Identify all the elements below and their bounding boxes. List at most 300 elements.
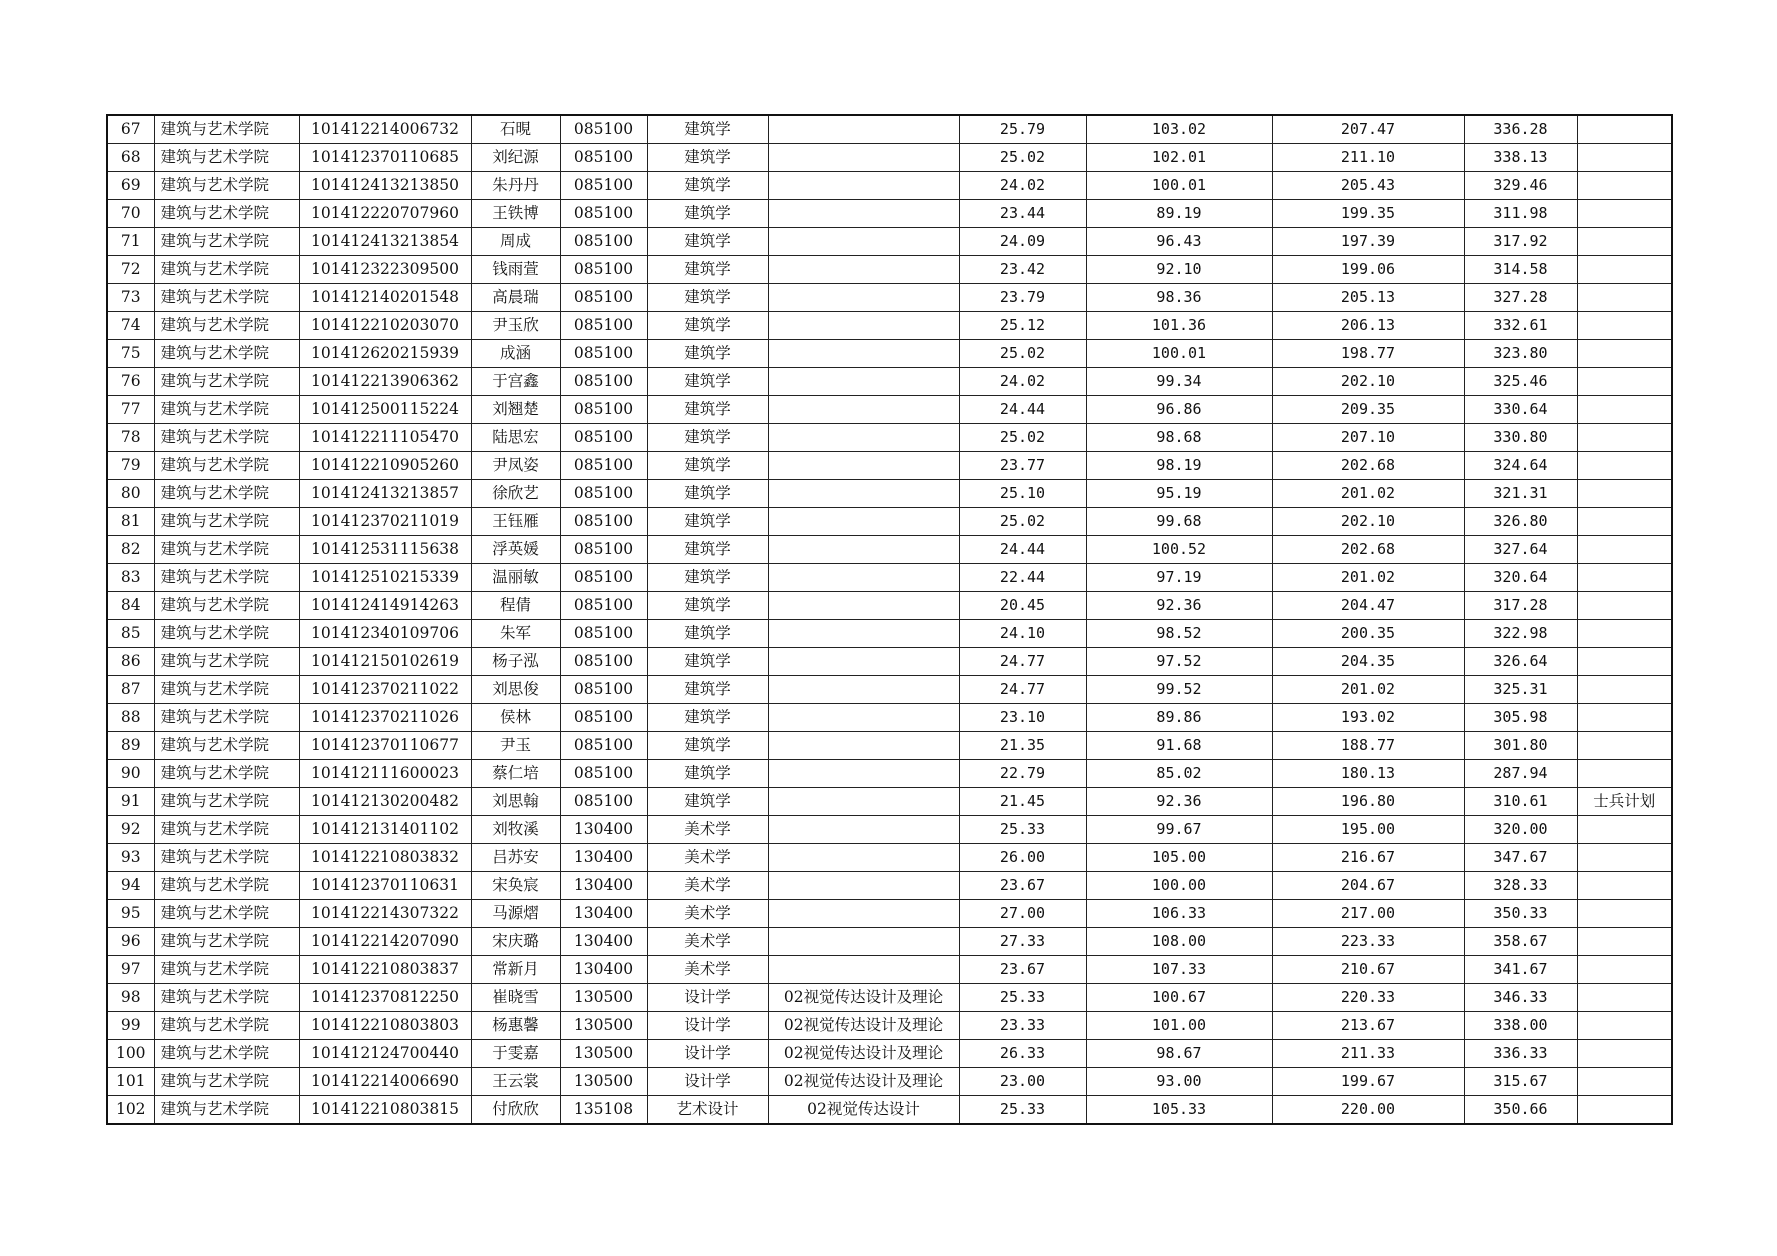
candidate-name-cell: 宋奂宸 xyxy=(471,872,560,900)
score-3-cell: 210.67 xyxy=(1272,956,1464,984)
exam-id-cell: 101412130200482 xyxy=(299,788,471,816)
score-2-cell: 92.36 xyxy=(1086,788,1272,816)
candidate-name-cell: 程倩 xyxy=(471,592,560,620)
score-1-cell: 23.67 xyxy=(959,872,1086,900)
score-2-cell: 100.00 xyxy=(1086,872,1272,900)
note-cell xyxy=(1577,508,1672,536)
research-direction-cell xyxy=(768,312,959,340)
note-cell xyxy=(1577,760,1672,788)
college-cell: 建筑与艺术学院 xyxy=(154,172,299,200)
exam-id-cell: 101412214307322 xyxy=(299,900,471,928)
total-score-cell: 347.67 xyxy=(1464,844,1577,872)
exam-id-cell: 101412413213854 xyxy=(299,228,471,256)
row-number-cell: 84 xyxy=(107,592,154,620)
row-number-cell: 86 xyxy=(107,648,154,676)
major-code-cell: 085100 xyxy=(560,256,647,284)
candidate-name-cell: 吕苏安 xyxy=(471,844,560,872)
research-direction-cell xyxy=(768,732,959,760)
table-row xyxy=(107,480,1672,508)
research-direction-cell xyxy=(768,788,959,816)
major-name-cell: 建筑学 xyxy=(647,704,768,732)
research-direction-cell xyxy=(768,228,959,256)
score-3-cell: 197.39 xyxy=(1272,228,1464,256)
exam-id-cell: 101412500115224 xyxy=(299,396,471,424)
exam-id-cell: 101412370110685 xyxy=(299,144,471,172)
score-3-cell: 204.67 xyxy=(1272,872,1464,900)
candidate-name-cell: 于雯嘉 xyxy=(471,1040,560,1068)
college-cell: 建筑与艺术学院 xyxy=(154,536,299,564)
score-1-cell: 26.00 xyxy=(959,844,1086,872)
total-score-cell: 315.67 xyxy=(1464,1068,1577,1096)
major-code-cell: 130500 xyxy=(560,1012,647,1040)
college-cell: 建筑与艺术学院 xyxy=(154,396,299,424)
major-code-cell: 085100 xyxy=(560,732,647,760)
score-1-cell: 23.67 xyxy=(959,956,1086,984)
row-number-cell: 95 xyxy=(107,900,154,928)
row-number-cell: 98 xyxy=(107,984,154,1012)
score-2-cell: 102.01 xyxy=(1086,144,1272,172)
score-1-cell: 25.02 xyxy=(959,144,1086,172)
major-name-cell: 建筑学 xyxy=(647,788,768,816)
research-direction-cell xyxy=(768,452,959,480)
score-1-cell: 24.02 xyxy=(959,368,1086,396)
major-code-cell: 085100 xyxy=(560,396,647,424)
score-3-cell: 216.67 xyxy=(1272,844,1464,872)
score-1-cell: 23.42 xyxy=(959,256,1086,284)
score-1-cell: 24.09 xyxy=(959,228,1086,256)
row-number-cell: 96 xyxy=(107,928,154,956)
note-cell xyxy=(1577,984,1672,1012)
score-1-cell: 25.02 xyxy=(959,340,1086,368)
major-code-cell: 085100 xyxy=(560,452,647,480)
score-2-cell: 99.34 xyxy=(1086,368,1272,396)
score-2-cell: 96.86 xyxy=(1086,396,1272,424)
note-cell xyxy=(1577,452,1672,480)
research-direction-cell xyxy=(768,928,959,956)
major-code-cell: 085100 xyxy=(560,312,647,340)
exam-id-cell: 101412322309500 xyxy=(299,256,471,284)
table-row xyxy=(107,564,1672,592)
row-number-cell: 69 xyxy=(107,172,154,200)
score-1-cell: 23.00 xyxy=(959,1068,1086,1096)
exam-id-cell: 101412150102619 xyxy=(299,648,471,676)
total-score-cell: 305.98 xyxy=(1464,704,1577,732)
score-2-cell: 98.67 xyxy=(1086,1040,1272,1068)
note-cell xyxy=(1577,592,1672,620)
admission-score-table xyxy=(106,114,1673,1125)
research-direction-cell xyxy=(768,340,959,368)
note-cell xyxy=(1577,564,1672,592)
score-1-cell: 22.79 xyxy=(959,760,1086,788)
exam-id-cell: 101412124700440 xyxy=(299,1040,471,1068)
major-code-cell: 085100 xyxy=(560,536,647,564)
score-3-cell: 196.80 xyxy=(1272,788,1464,816)
score-1-cell: 23.77 xyxy=(959,452,1086,480)
exam-id-cell: 101412370110631 xyxy=(299,872,471,900)
candidate-name-cell: 成涵 xyxy=(471,340,560,368)
score-1-cell: 20.45 xyxy=(959,592,1086,620)
score-3-cell: 204.35 xyxy=(1272,648,1464,676)
candidate-name-cell: 刘翘楚 xyxy=(471,396,560,424)
major-code-cell: 130500 xyxy=(560,1068,647,1096)
major-code-cell: 085100 xyxy=(560,480,647,508)
row-number-cell: 89 xyxy=(107,732,154,760)
total-score-cell: 327.28 xyxy=(1464,284,1577,312)
note-cell xyxy=(1577,648,1672,676)
score-3-cell: 223.33 xyxy=(1272,928,1464,956)
row-number-cell: 73 xyxy=(107,284,154,312)
total-score-cell: 317.92 xyxy=(1464,228,1577,256)
college-cell: 建筑与艺术学院 xyxy=(154,424,299,452)
major-name-cell: 建筑学 xyxy=(647,256,768,284)
major-name-cell: 设计学 xyxy=(647,984,768,1012)
score-3-cell: 200.35 xyxy=(1272,620,1464,648)
college-cell: 建筑与艺术学院 xyxy=(154,872,299,900)
total-score-cell: 358.67 xyxy=(1464,928,1577,956)
major-code-cell: 085100 xyxy=(560,704,647,732)
note-cell xyxy=(1577,1068,1672,1096)
score-3-cell: 198.77 xyxy=(1272,340,1464,368)
major-name-cell: 美术学 xyxy=(647,844,768,872)
score-2-cell: 100.67 xyxy=(1086,984,1272,1012)
table-row xyxy=(107,620,1672,648)
research-direction-cell xyxy=(768,172,959,200)
row-number-cell: 68 xyxy=(107,144,154,172)
note-cell xyxy=(1577,368,1672,396)
research-direction-cell xyxy=(768,676,959,704)
college-cell: 建筑与艺术学院 xyxy=(154,340,299,368)
major-code-cell: 085100 xyxy=(560,592,647,620)
score-3-cell: 202.10 xyxy=(1272,508,1464,536)
score-2-cell: 106.33 xyxy=(1086,900,1272,928)
note-cell xyxy=(1577,844,1672,872)
score-2-cell: 100.52 xyxy=(1086,536,1272,564)
note-cell xyxy=(1577,732,1672,760)
major-name-cell: 建筑学 xyxy=(647,424,768,452)
score-2-cell: 97.52 xyxy=(1086,648,1272,676)
college-cell: 建筑与艺术学院 xyxy=(154,564,299,592)
major-code-cell: 085100 xyxy=(560,284,647,312)
total-score-cell: 321.31 xyxy=(1464,480,1577,508)
total-score-cell: 327.64 xyxy=(1464,536,1577,564)
candidate-name-cell: 浮英媛 xyxy=(471,536,560,564)
score-2-cell: 85.02 xyxy=(1086,760,1272,788)
exam-id-cell: 101412370211026 xyxy=(299,704,471,732)
score-1-cell: 25.12 xyxy=(959,312,1086,340)
college-cell: 建筑与艺术学院 xyxy=(154,704,299,732)
score-2-cell: 99.67 xyxy=(1086,816,1272,844)
candidate-name-cell: 马源熠 xyxy=(471,900,560,928)
score-2-cell: 105.33 xyxy=(1086,1096,1272,1125)
major-name-cell: 建筑学 xyxy=(647,172,768,200)
major-name-cell: 建筑学 xyxy=(647,200,768,228)
total-score-cell: 326.80 xyxy=(1464,508,1577,536)
research-direction-cell xyxy=(768,508,959,536)
candidate-name-cell: 刘牧溪 xyxy=(471,816,560,844)
total-score-cell: 346.33 xyxy=(1464,984,1577,1012)
major-name-cell: 建筑学 xyxy=(647,452,768,480)
score-3-cell: 211.33 xyxy=(1272,1040,1464,1068)
row-number-cell: 101 xyxy=(107,1068,154,1096)
score-3-cell: 201.02 xyxy=(1272,564,1464,592)
college-cell: 建筑与艺术学院 xyxy=(154,844,299,872)
total-score-cell: 314.58 xyxy=(1464,256,1577,284)
note-cell xyxy=(1577,424,1672,452)
candidate-name-cell: 高晨瑞 xyxy=(471,284,560,312)
score-1-cell: 24.44 xyxy=(959,396,1086,424)
score-1-cell: 23.44 xyxy=(959,200,1086,228)
major-name-cell: 建筑学 xyxy=(647,592,768,620)
score-3-cell: 199.06 xyxy=(1272,256,1464,284)
candidate-name-cell: 陆思宏 xyxy=(471,424,560,452)
candidate-name-cell: 杨惠馨 xyxy=(471,1012,560,1040)
row-number-cell: 100 xyxy=(107,1040,154,1068)
candidate-name-cell: 付欣欣 xyxy=(471,1096,560,1125)
research-direction-cell: 02视觉传达设计 xyxy=(768,1096,959,1125)
score-3-cell: 199.35 xyxy=(1272,200,1464,228)
research-direction-cell xyxy=(768,564,959,592)
research-direction-cell xyxy=(768,480,959,508)
candidate-name-cell: 温丽敏 xyxy=(471,564,560,592)
research-direction-cell: 02视觉传达设计及理论 xyxy=(768,984,959,1012)
candidate-name-cell: 尹玉欣 xyxy=(471,312,560,340)
college-cell: 建筑与艺术学院 xyxy=(154,984,299,1012)
major-code-cell: 130400 xyxy=(560,956,647,984)
total-score-cell: 338.00 xyxy=(1464,1012,1577,1040)
table-row xyxy=(107,760,1672,788)
total-score-cell: 311.98 xyxy=(1464,200,1577,228)
major-name-cell: 建筑学 xyxy=(647,284,768,312)
major-name-cell: 美术学 xyxy=(647,900,768,928)
total-score-cell: 326.64 xyxy=(1464,648,1577,676)
score-1-cell: 25.33 xyxy=(959,1096,1086,1125)
row-number-cell: 71 xyxy=(107,228,154,256)
table-row xyxy=(107,1040,1672,1068)
score-1-cell: 23.33 xyxy=(959,1012,1086,1040)
note-cell xyxy=(1577,620,1672,648)
total-score-cell: 330.80 xyxy=(1464,424,1577,452)
total-score-cell: 330.64 xyxy=(1464,396,1577,424)
total-score-cell: 287.94 xyxy=(1464,760,1577,788)
major-code-cell: 135108 xyxy=(560,1096,647,1125)
row-number-cell: 90 xyxy=(107,760,154,788)
score-3-cell: 202.68 xyxy=(1272,452,1464,480)
major-name-cell: 建筑学 xyxy=(647,760,768,788)
exam-id-cell: 101412340109706 xyxy=(299,620,471,648)
row-number-cell: 81 xyxy=(107,508,154,536)
note-cell xyxy=(1577,200,1672,228)
score-2-cell: 107.33 xyxy=(1086,956,1272,984)
score-2-cell: 101.00 xyxy=(1086,1012,1272,1040)
college-cell: 建筑与艺术学院 xyxy=(154,508,299,536)
exam-id-cell: 101412531115638 xyxy=(299,536,471,564)
total-score-cell: 325.46 xyxy=(1464,368,1577,396)
score-2-cell: 98.36 xyxy=(1086,284,1272,312)
college-cell: 建筑与艺术学院 xyxy=(154,200,299,228)
exam-id-cell: 101412213906362 xyxy=(299,368,471,396)
total-score-cell: 350.66 xyxy=(1464,1096,1577,1125)
major-code-cell: 130500 xyxy=(560,1040,647,1068)
row-number-cell: 77 xyxy=(107,396,154,424)
row-number-cell: 78 xyxy=(107,424,154,452)
score-1-cell: 21.35 xyxy=(959,732,1086,760)
candidate-name-cell: 刘思翰 xyxy=(471,788,560,816)
candidate-name-cell: 侯林 xyxy=(471,704,560,732)
row-number-cell: 70 xyxy=(107,200,154,228)
score-1-cell: 24.10 xyxy=(959,620,1086,648)
research-direction-cell xyxy=(768,256,959,284)
note-cell: 士兵计划 xyxy=(1577,788,1672,816)
major-name-cell: 设计学 xyxy=(647,1040,768,1068)
major-code-cell: 085100 xyxy=(560,368,647,396)
score-2-cell: 108.00 xyxy=(1086,928,1272,956)
major-name-cell: 建筑学 xyxy=(647,508,768,536)
exam-id-cell: 101412214006732 xyxy=(299,115,471,144)
table-row xyxy=(107,368,1672,396)
score-2-cell: 91.68 xyxy=(1086,732,1272,760)
row-number-cell: 79 xyxy=(107,452,154,480)
major-name-cell: 建筑学 xyxy=(647,228,768,256)
score-3-cell: 180.13 xyxy=(1272,760,1464,788)
college-cell: 建筑与艺术学院 xyxy=(154,760,299,788)
exam-id-cell: 101412413213850 xyxy=(299,172,471,200)
research-direction-cell xyxy=(768,648,959,676)
table-row xyxy=(107,340,1672,368)
score-2-cell: 98.68 xyxy=(1086,424,1272,452)
exam-id-cell: 101412370110677 xyxy=(299,732,471,760)
table-body xyxy=(107,115,1672,1124)
score-1-cell: 25.02 xyxy=(959,424,1086,452)
research-direction-cell xyxy=(768,620,959,648)
table-row xyxy=(107,172,1672,200)
major-code-cell: 085100 xyxy=(560,620,647,648)
table-row xyxy=(107,592,1672,620)
exam-id-cell: 101412220707960 xyxy=(299,200,471,228)
college-cell: 建筑与艺术学院 xyxy=(154,620,299,648)
exam-id-cell: 101412370211022 xyxy=(299,676,471,704)
table-row xyxy=(107,1068,1672,1096)
candidate-name-cell: 钱雨萱 xyxy=(471,256,560,284)
score-2-cell: 96.43 xyxy=(1086,228,1272,256)
score-1-cell: 26.33 xyxy=(959,1040,1086,1068)
candidate-name-cell: 常新月 xyxy=(471,956,560,984)
score-3-cell: 206.13 xyxy=(1272,312,1464,340)
score-1-cell: 25.33 xyxy=(959,816,1086,844)
row-number-cell: 74 xyxy=(107,312,154,340)
major-code-cell: 085100 xyxy=(560,564,647,592)
total-score-cell: 328.33 xyxy=(1464,872,1577,900)
college-cell: 建筑与艺术学院 xyxy=(154,284,299,312)
total-score-cell: 336.33 xyxy=(1464,1040,1577,1068)
research-direction-cell xyxy=(768,115,959,144)
major-code-cell: 085100 xyxy=(560,676,647,704)
major-code-cell: 085100 xyxy=(560,788,647,816)
table-row xyxy=(107,228,1672,256)
research-direction-cell: 02视觉传达设计及理论 xyxy=(768,1012,959,1040)
major-code-cell: 085100 xyxy=(560,115,647,144)
score-2-cell: 99.52 xyxy=(1086,676,1272,704)
exam-id-cell: 101412210905260 xyxy=(299,452,471,480)
total-score-cell: 350.33 xyxy=(1464,900,1577,928)
note-cell xyxy=(1577,1040,1672,1068)
row-number-cell: 91 xyxy=(107,788,154,816)
row-number-cell: 102 xyxy=(107,1096,154,1125)
research-direction-cell xyxy=(768,424,959,452)
note-cell xyxy=(1577,676,1672,704)
table-row xyxy=(107,1012,1672,1040)
major-name-cell: 美术学 xyxy=(647,816,768,844)
score-1-cell: 24.77 xyxy=(959,676,1086,704)
score-1-cell: 22.44 xyxy=(959,564,1086,592)
major-name-cell: 美术学 xyxy=(647,928,768,956)
score-3-cell: 209.35 xyxy=(1272,396,1464,424)
row-number-cell: 72 xyxy=(107,256,154,284)
college-cell: 建筑与艺术学院 xyxy=(154,676,299,704)
score-2-cell: 97.19 xyxy=(1086,564,1272,592)
score-2-cell: 99.68 xyxy=(1086,508,1272,536)
score-3-cell: 220.33 xyxy=(1272,984,1464,1012)
table-row xyxy=(107,676,1672,704)
exam-id-cell: 101412210803815 xyxy=(299,1096,471,1125)
score-3-cell: 207.47 xyxy=(1272,115,1464,144)
exam-id-cell: 101412620215939 xyxy=(299,340,471,368)
major-name-cell: 建筑学 xyxy=(647,144,768,172)
total-score-cell: 310.61 xyxy=(1464,788,1577,816)
total-score-cell: 322.98 xyxy=(1464,620,1577,648)
total-score-cell: 301.80 xyxy=(1464,732,1577,760)
note-cell xyxy=(1577,956,1672,984)
research-direction-cell xyxy=(768,844,959,872)
score-1-cell: 27.00 xyxy=(959,900,1086,928)
row-number-cell: 99 xyxy=(107,1012,154,1040)
row-number-cell: 87 xyxy=(107,676,154,704)
total-score-cell: 320.00 xyxy=(1464,816,1577,844)
row-number-cell: 83 xyxy=(107,564,154,592)
college-cell: 建筑与艺术学院 xyxy=(154,788,299,816)
major-name-cell: 建筑学 xyxy=(647,480,768,508)
note-cell xyxy=(1577,115,1672,144)
row-number-cell: 67 xyxy=(107,115,154,144)
score-2-cell: 100.01 xyxy=(1086,172,1272,200)
major-name-cell: 建筑学 xyxy=(647,676,768,704)
score-3-cell: 199.67 xyxy=(1272,1068,1464,1096)
note-cell xyxy=(1577,900,1672,928)
row-number-cell: 94 xyxy=(107,872,154,900)
college-cell: 建筑与艺术学院 xyxy=(154,228,299,256)
candidate-name-cell: 宋庆璐 xyxy=(471,928,560,956)
note-cell xyxy=(1577,256,1672,284)
candidate-name-cell: 尹凤姿 xyxy=(471,452,560,480)
research-direction-cell xyxy=(768,536,959,564)
candidate-name-cell: 刘思俊 xyxy=(471,676,560,704)
total-score-cell: 336.28 xyxy=(1464,115,1577,144)
table-row xyxy=(107,508,1672,536)
total-score-cell: 323.80 xyxy=(1464,340,1577,368)
candidate-name-cell: 尹玉 xyxy=(471,732,560,760)
table-row xyxy=(107,200,1672,228)
note-cell xyxy=(1577,228,1672,256)
major-name-cell: 设计学 xyxy=(647,1068,768,1096)
college-cell: 建筑与艺术学院 xyxy=(154,1068,299,1096)
score-1-cell: 21.45 xyxy=(959,788,1086,816)
score-3-cell: 188.77 xyxy=(1272,732,1464,760)
major-name-cell: 建筑学 xyxy=(647,732,768,760)
score-1-cell: 25.02 xyxy=(959,508,1086,536)
candidate-name-cell: 徐欣艺 xyxy=(471,480,560,508)
score-1-cell: 24.44 xyxy=(959,536,1086,564)
research-direction-cell xyxy=(768,144,959,172)
score-3-cell: 217.00 xyxy=(1272,900,1464,928)
